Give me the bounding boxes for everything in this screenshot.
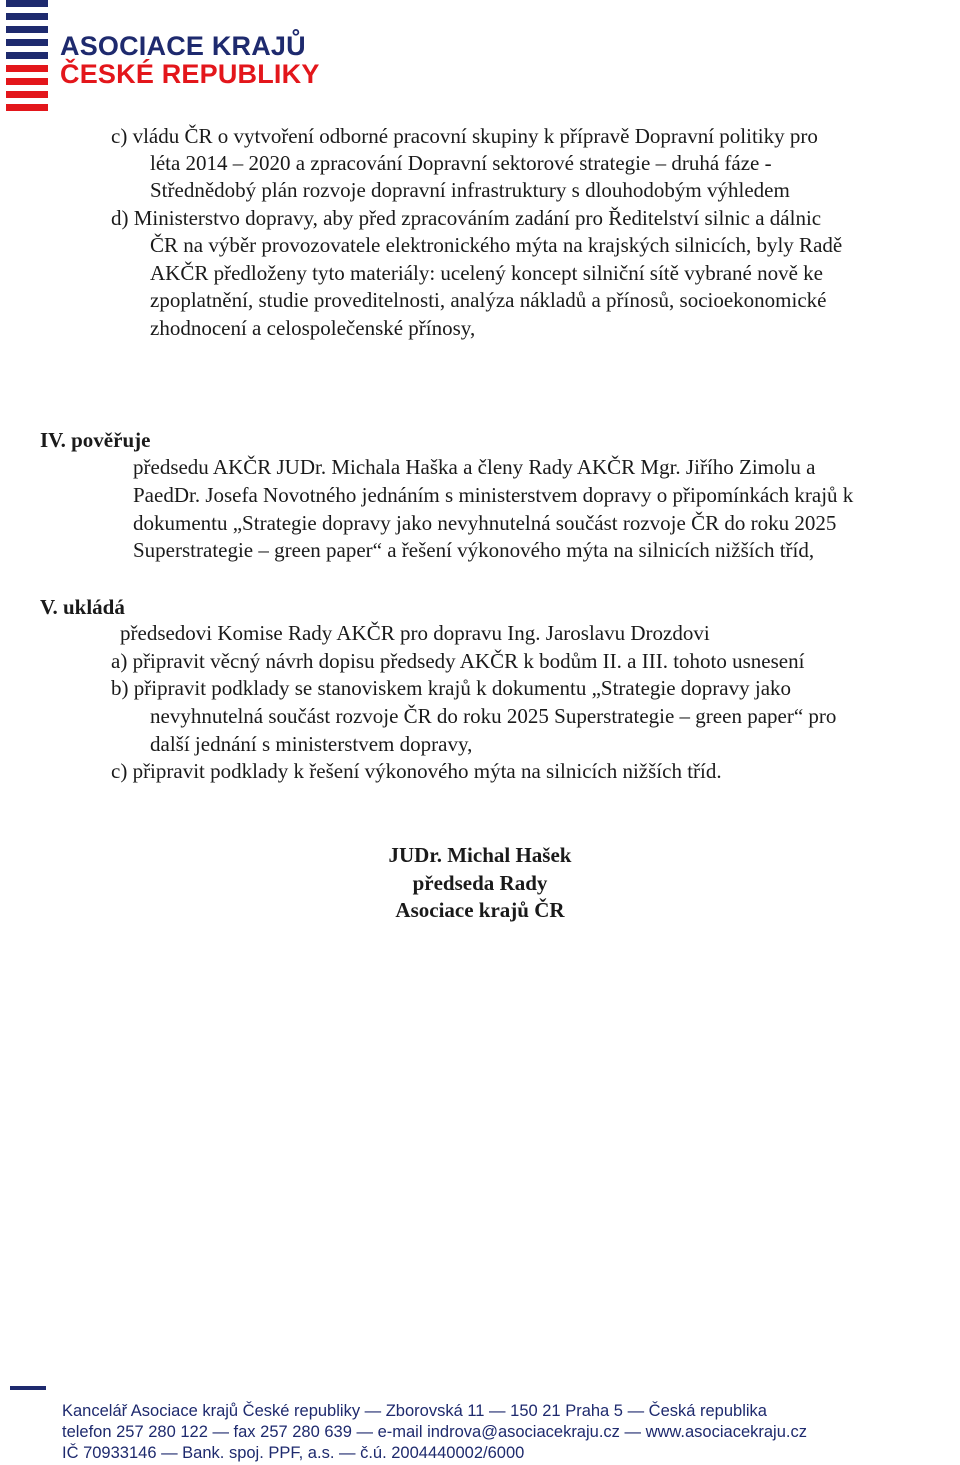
logo-title-line1: ASOCIACE KRAJŮ <box>60 31 306 61</box>
section-v-intro: předsedovi Komise Rady AKČR pro dopravu Ing. Jaroslavu Drozdovi <box>120 621 710 645</box>
section-iv-line: PaedDr. Josefa Novotného jednáním s ministerstvem dopravy o připomínkách krajů k <box>133 483 854 507</box>
item-d-line: AKČR předloženy tyto materiály: ucelený koncept silniční sítě vybrané nově ke <box>150 261 823 285</box>
section-iv-line: dokumentu „Strategie dopravy jako nevyhnutelná součást rozvoje ČR do roku 2025 <box>133 511 837 535</box>
item-d-line: ČR na výběr provozovatele elektronického mýta na krajských silnicích, byly Radě <box>150 233 843 257</box>
footer-address: Kancelář Asociace krajů České republiky — Zborovská 11 — 150 21 Praha 5 — Česká republika <box>62 1402 767 1420</box>
logo <box>6 0 336 120</box>
footer-bank: IČ 70933146 — Bank. spoj. PPF, a.s. — č.ú. 2004440002/6000 <box>62 1444 525 1462</box>
section-v-line: c) připravit podklady k řešení výkonového mýta na silnicích nižších tříd. <box>111 759 722 783</box>
item-c-line: c) vládu ČR o vytvoření odborné pracovní skupiny k přípravě Dopravní politiky pro <box>111 124 818 148</box>
item-c-line: léta 2014 – 2020 a zpracování Dopravní sektorové strategie – druhá fáze - <box>150 151 772 175</box>
section-iv-line: Superstrategie – green paper“ a řešení výkonového mýta na silnicích nižších tříd, <box>133 538 815 562</box>
item-d-line: zpoplatnění, studie proveditelnosti, analýza nákladů a přínosů, socioekonomické <box>150 288 827 312</box>
section-v-heading: V. ukládá <box>40 595 125 619</box>
section-v-line: b) připravit podklady se stanoviskem krajů k dokumentu „Strategie dopravy jako <box>111 676 792 700</box>
section-v-line: nevyhnutelná součást rozvoje ČR do roku 2025 Superstrategie – green paper“ pro <box>150 704 837 728</box>
section-iv-heading: IV. pověřuje <box>40 428 151 452</box>
footer-accent-bar <box>10 1386 46 1390</box>
logo-title-line2: ČESKÉ REPUBLIKY <box>60 59 320 89</box>
logo-flag-icon <box>6 0 48 118</box>
signature-org: Asociace krajů ČR <box>395 898 565 922</box>
item-d-line: d) Ministerstvo dopravy, aby před zpracováním zadání pro Ředitelství silnic a dálnic <box>111 206 822 230</box>
footer-contact: telefon 257 280 122 — fax 257 280 639 — e-mail indrova@asociacekraju.cz — www.asociacekraju.cz <box>62 1423 807 1441</box>
section-v-line: další jednání s ministerstvem dopravy, <box>150 732 473 756</box>
signature-name: JUDr. Michal Hašek <box>388 843 572 867</box>
signature-role: předseda Rady <box>412 871 548 895</box>
item-c-line: Střednědobý plán rozvoje dopravní infrastruktury s dlouhodobým výhledem <box>150 178 790 202</box>
section-iv-line: předsedu AKČR JUDr. Michala Haška a členy Rady AKČR Mgr. Jiřího Zimolu a <box>133 455 816 479</box>
section-v-line: a) připravit věcný návrh dopisu předsedy AKČR k bodům II. a III. tohoto usnesení <box>111 649 805 673</box>
item-d-line: zhodnocení a celospolečenské přínosy, <box>150 316 476 340</box>
